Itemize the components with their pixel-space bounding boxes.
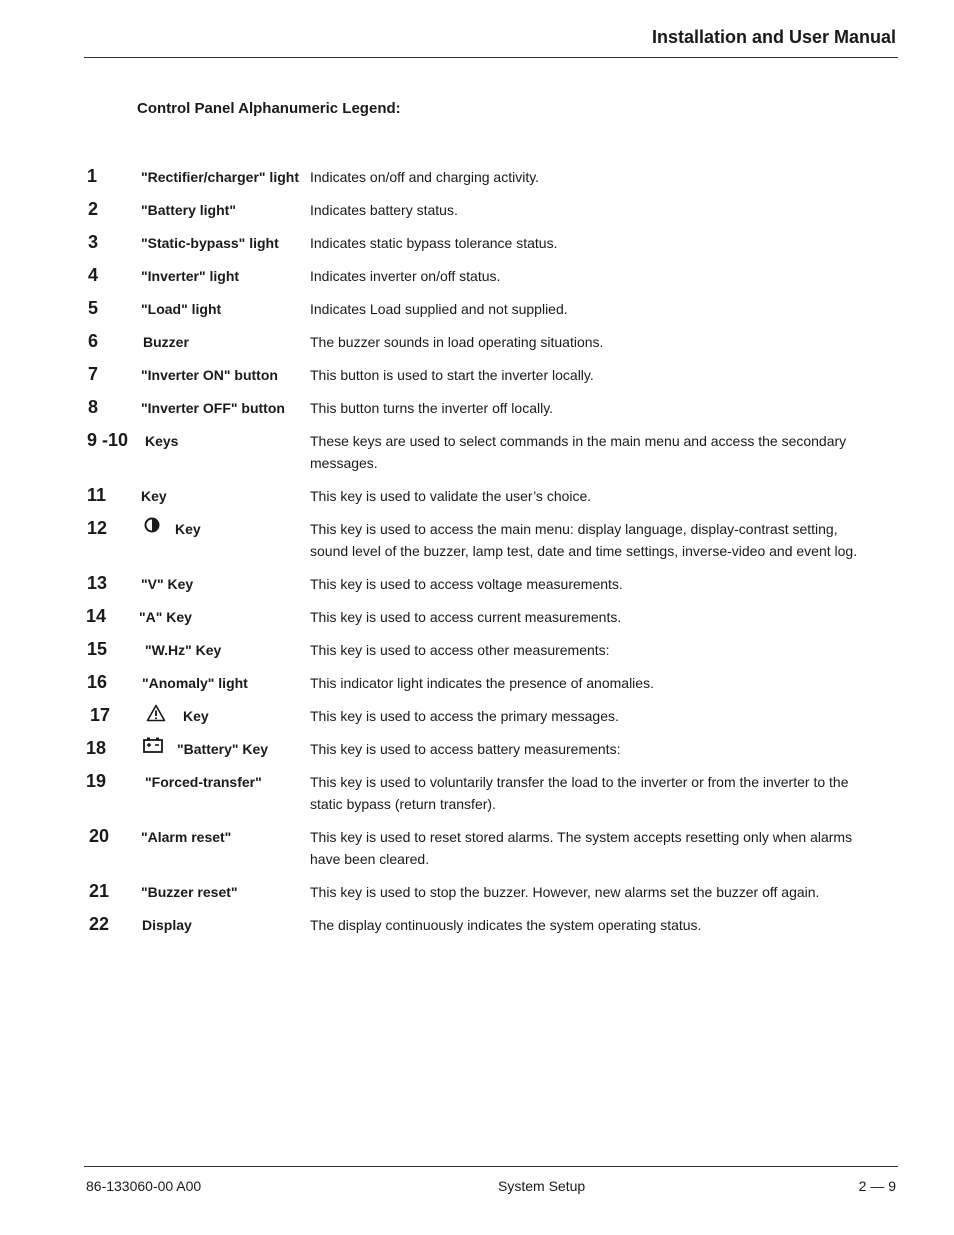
legend-item-1 [0, 166, 954, 186]
header-rule [84, 57, 898, 58]
legend-number: 20 [89, 826, 110, 846]
legend-label: Key [183, 708, 209, 724]
legend-item-18 [0, 738, 954, 758]
legend-description: These keys are used to select commands in the main menu and access the secondary messages. [310, 433, 847, 471]
legend-label: "Inverter" light [141, 268, 240, 284]
legend-item-7 [0, 364, 954, 384]
contrast-half-circle-icon [144, 517, 160, 533]
legend-item-9-10 [0, 430, 954, 471]
footer-page-number: 2 — 9 [858, 1178, 896, 1194]
warning-triangle-icon [146, 704, 166, 722]
legend-item-19 [0, 771, 954, 812]
legend-label: "Static-bypass" light [141, 235, 279, 251]
legend-number: 6 [88, 331, 99, 351]
footer-doc-number: 86-133060-00 A00 [86, 1178, 202, 1194]
legend-number: 14 [86, 606, 107, 626]
legend-description: This indicator light indicates the presence of anomalies. [310, 675, 654, 691]
footer-section: System Setup [498, 1178, 586, 1194]
legend-item-14 [0, 606, 954, 626]
legend-number: 4 [88, 265, 99, 285]
legend-description: This key is used to stop the buzzer. However, new alarms set the buzzer off again. [310, 884, 820, 900]
legend-item-3 [0, 232, 954, 252]
legend-item-8 [0, 397, 954, 417]
legend-description: This key is used to access battery measurements: [310, 741, 621, 757]
legend-item-13 [0, 573, 954, 593]
legend-label: "Forced-transfer" [145, 774, 262, 790]
legend-description: This button is used to start the inverter locally. [310, 367, 594, 383]
legend-number: 8 [88, 397, 99, 417]
legend-number: 22 [89, 914, 110, 934]
legend-item-11 [0, 485, 954, 505]
battery-icon [143, 737, 163, 753]
legend-number: 19 [86, 771, 107, 791]
legend-number: 7 [88, 364, 99, 384]
legend-description: This key is used to access the main menu: display language, display-contrast setting, sound level of the buzzer, lamp test, date and time settings, inverse-video and event log. [310, 521, 858, 559]
legend-description: Indicates battery status. [310, 202, 458, 218]
legend-label: "Battery light" [141, 202, 236, 218]
document-title: Installation and User Manual [651, 27, 896, 47]
legend-label: Buzzer [143, 334, 189, 350]
legend-item-17 [0, 705, 954, 725]
footer-rule [84, 1166, 898, 1167]
legend-label: Key [141, 488, 167, 504]
legend-label: "Inverter OFF" button [141, 400, 285, 416]
legend-number: 5 [88, 298, 99, 318]
legend-item-2 [0, 199, 954, 219]
legend-number: 11 [87, 485, 107, 505]
legend-description: This key is used to access other measurements: [310, 642, 610, 658]
legend-number: 2 [88, 199, 99, 219]
legend-label: Key [175, 521, 201, 537]
legend-item-5 [0, 298, 954, 318]
legend-item-21 [0, 881, 954, 901]
legend-item-6 [0, 331, 954, 351]
legend-label: "Rectifier/charger" light [141, 169, 299, 185]
legend-label: Keys [145, 433, 179, 449]
legend-label: "Alarm reset" [141, 829, 232, 845]
legend-number: 9 -10 [87, 430, 129, 450]
legend-number: 3 [88, 232, 99, 252]
legend-label: Display [142, 917, 192, 933]
legend-item-22 [0, 914, 954, 934]
legend-item-12 [0, 518, 954, 559]
legend-number: 17 [90, 705, 111, 725]
legend-item-16 [0, 672, 954, 692]
legend-label: "A" Key [139, 609, 192, 625]
legend-description: This key is used to voluntarily transfer the load to the inverter or from the inverter to the static bypass (return transfer). [310, 774, 849, 812]
legend-description: Indicates static bypass tolerance status. [310, 235, 558, 251]
legend-label: "W.Hz" Key [145, 642, 222, 658]
legend-description: Indicates inverter on/off status. [310, 268, 501, 284]
legend-description: This button turns the inverter off locally. [310, 400, 554, 416]
section-heading: Control Panel Alphanumeric Legend: [137, 100, 401, 117]
legend-description: Indicates on/off and charging activity. [310, 169, 540, 185]
legend-number: 13 [87, 573, 108, 593]
legend-description: This key is used to access voltage measurements. [310, 576, 623, 592]
legend-description: Indicates Load supplied and not supplied. [310, 301, 568, 317]
legend-description: The buzzer sounds in load operating situations. [310, 334, 604, 350]
legend-label: "Battery" Key [177, 741, 269, 757]
legend-label: "Anomaly" light [142, 675, 248, 691]
legend-item-15 [0, 639, 954, 659]
legend-number: 18 [86, 738, 107, 758]
legend-number: 12 [87, 518, 108, 538]
legend-description: This key is used to access the primary messages. [310, 708, 619, 724]
legend-label: "Buzzer reset" [141, 884, 238, 900]
legend-number: 16 [87, 672, 108, 692]
legend-description: This key is used to reset stored alarms. The system accepts resetting only when alarms have been cleared. [310, 829, 853, 867]
legend-label: "Load" light [141, 301, 222, 317]
legend-number: 15 [87, 639, 108, 659]
legend-label: "Inverter ON" button [141, 367, 278, 383]
legend-description: This key is used to access current measurements. [310, 609, 622, 625]
legend-number: 21 [89, 881, 110, 901]
legend-description: This key is used to validate the user’s choice. [310, 488, 592, 504]
legend-label: "V" Key [141, 576, 194, 592]
legend-description: The display continuously indicates the system operating status. [310, 917, 702, 933]
legend-item-20 [0, 826, 954, 867]
legend-number: 1 [87, 166, 98, 186]
legend-item-4 [0, 265, 954, 285]
